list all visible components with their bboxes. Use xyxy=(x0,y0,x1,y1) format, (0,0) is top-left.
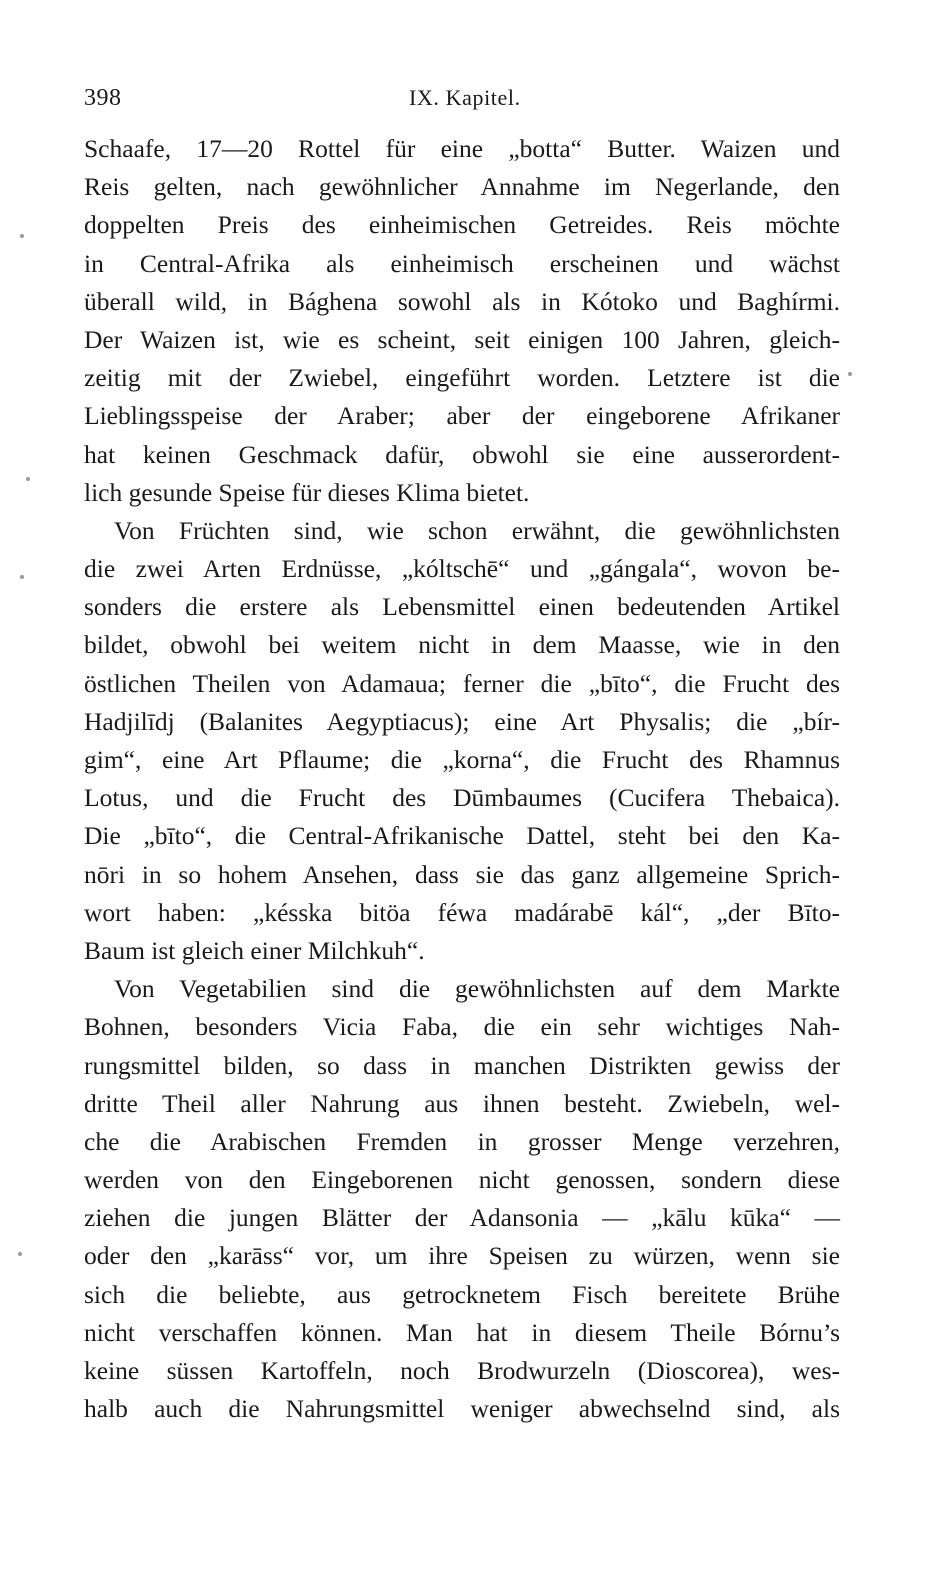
text-line: gim“, eine Art Pflaume; die „korna“, die Frucht des Rhamnus xyxy=(84,745,840,774)
text-line: Von Früchten sind, wie schon erwähnt, die gewöhnlichsten xyxy=(114,515,840,545)
margin-speck xyxy=(18,1252,22,1256)
text-line: halb auch die Nahrungsmittel weniger abwechselnd sind, als xyxy=(84,1394,840,1424)
text-line: keine süssen Kartoffeln, noch Brodwurzeln (Dioscorea), wes- xyxy=(84,1356,840,1385)
text-line: Hadjilīdj (Balanites Aegyptiacus); eine Art Physalis; die „bír- xyxy=(84,706,840,736)
margin-speck xyxy=(20,234,24,238)
margin-speck xyxy=(26,477,30,481)
body-text xyxy=(84,130,840,1428)
text-line: Lieblingsspeise der Araber; aber der eingeborene Afrikaner xyxy=(84,401,840,431)
text-line: nicht verschaffen können. Man hat in diesem Theile Bórnu’s xyxy=(84,1317,840,1347)
text-line: werden von den Eingeborenen nicht genossen, sondern diese xyxy=(84,1165,840,1195)
text-line: doppelten Preis des einheimischen Getreides. Reis möchte xyxy=(84,210,840,240)
text-line: sich die beliebte, aus getrocknetem Fisch bereitete Brühe xyxy=(84,1279,840,1309)
text-line: Schaafe, 17—20 Rottel für eine „botta“ Butter. Waizen und xyxy=(84,134,840,163)
text-line: wort haben: „késska bitöa féwa madárabē kál“, „der Bīto- xyxy=(84,897,840,927)
text-line: bildet, obwohl bei weitem nicht in dem Maasse, wie in den xyxy=(84,630,840,660)
text-line: Von Vegetabilien sind die gewöhnlichsten auf dem Markte xyxy=(114,974,840,1004)
text-line: lich gesunde Speise für dieses Klima bietet. xyxy=(84,477,530,507)
text-line: östlichen Theilen von Adamaua; ferner die „bīto“, die Frucht des xyxy=(84,668,840,698)
text-line: oder den „karāss“ vor, um ihre Speisen zu würzen, wenn sie xyxy=(84,1241,840,1271)
text-line: in Central-Afrika als einheimisch erscheinen und wächst xyxy=(84,248,840,278)
text-line: che die Arabischen Fremden in grosser Menge verzehren, xyxy=(84,1126,840,1156)
text-line: überall wild, in Bághena sowohl als in Kótoko und Baghírmi. xyxy=(84,286,840,316)
text-line: nōri in so hohem Ansehen, dass sie das ganz allgemeine Sprich- xyxy=(84,859,840,889)
text-line: zeitig mit der Zwiebel, eingeführt worden. Letztere ist die xyxy=(84,363,840,393)
running-head: IX. Kapitel. xyxy=(409,85,521,110)
text-line: Der Waizen ist, wie es scheint, seit einigen 100 Jahren, gleich- xyxy=(84,324,840,354)
text-line: Baum ist gleich einer Milchkuh“. xyxy=(84,935,425,965)
page-number: 398 xyxy=(84,85,122,111)
text-line: Bohnen, besonders Vicia Faba, die ein sehr wichtiges Nah- xyxy=(84,1012,840,1042)
margin-speck xyxy=(20,575,24,579)
text-line: die zwei Arten Erdnüsse, „kóltschē“ und „gángala“, wovon be- xyxy=(84,554,840,584)
text-line: sonders die erstere als Lebensmittel einen bedeutenden Artikel xyxy=(84,592,840,622)
text-line: Reis gelten, nach gewöhnlicher Annahme im Negerlande, den xyxy=(84,172,840,202)
text-line: dritte Theil aller Nahrung aus ihnen besteht. Zwiebeln, wel- xyxy=(84,1088,840,1118)
text-line: hat keinen Geschmack dafür, obwohl sie eine ausserordent- xyxy=(84,439,840,469)
text-line: rungsmittel bilden, so dass in manchen Distrikten gewiss der xyxy=(84,1050,840,1080)
page-header xyxy=(84,85,840,121)
text-line: Die „bīto“, die Central-Afrikanische Dattel, steht bei den Ka- xyxy=(84,821,840,851)
margin-speck xyxy=(848,372,852,376)
text-line: ziehen die jungen Blätter der Adansonia — „kālu kūka“ — xyxy=(84,1203,840,1233)
text-line: Lotus, und die Frucht des Dūmbaumes (Cucifera Thebaica). xyxy=(84,783,840,813)
